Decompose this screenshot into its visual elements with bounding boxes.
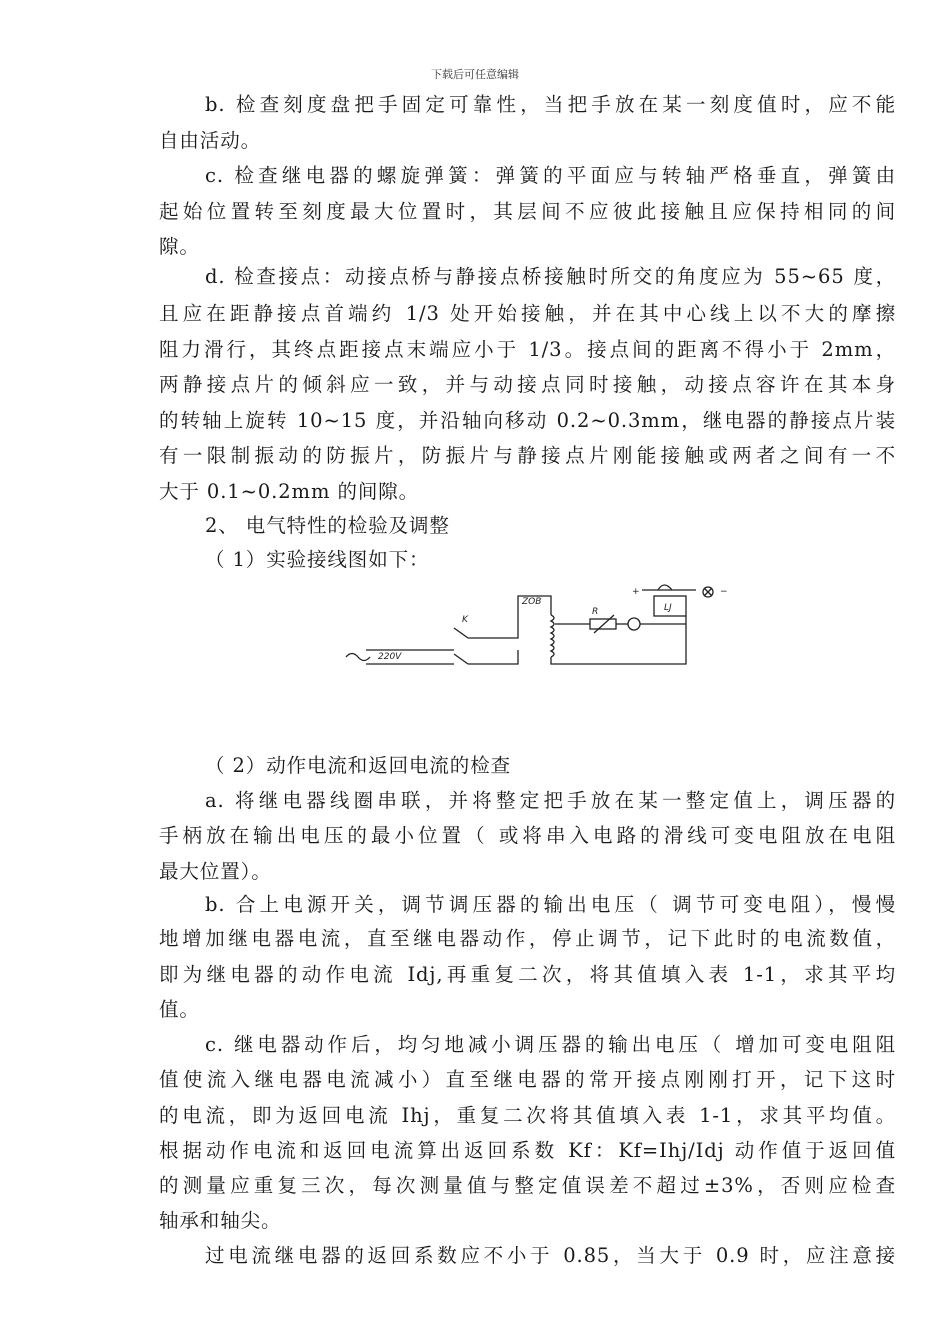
text-line: 有一限制振动的防振片，防振片与静接点片刚能接触或两者之间有一不 — [159, 444, 896, 467]
switch-blade-bottom — [454, 654, 468, 664]
text-line: 轴承和轴尖。 — [159, 1209, 282, 1232]
text-line: d. 检查接点：动接点桥与静接点桥接触时所交的角度应为 55~65 度， — [205, 265, 896, 288]
text-line: 阻力滑行，其终点距接点末端应小于 1/3。接点间的距离不得小于 2mm， — [159, 338, 896, 361]
text-line: 过电流继电器的返回系数应不小于 0.85，当大于 0.9 时，应注意接 — [205, 1244, 896, 1267]
wire-k-to-transformer-bottom — [468, 650, 518, 664]
text-line: 值使流入继电器电流减小）直至继电器的常开接点刚刚打开，记下这时 — [159, 1068, 896, 1091]
text-line: 值。 — [159, 998, 200, 1021]
text-line: 且应在距静接点首端约 1/3 处开始接触，并在其中心线上以不大的摩擦 — [159, 302, 896, 325]
text-line: 手柄放在输出电压的最小位置（ 或将串入电路的滑线可变电阻放在电阻 — [159, 824, 896, 847]
ammeter — [628, 618, 640, 630]
resistor — [590, 619, 616, 629]
plus-label: + — [632, 587, 640, 597]
text-line: 的测量应重复三次，每次测量值与整定值误差不超过±3%，否则应检查 — [159, 1174, 896, 1197]
relay-contact-arc — [658, 585, 672, 590]
page-header: 下载后可任意编辑 — [431, 68, 519, 81]
relay-label: LJ — [664, 603, 672, 613]
transformer-output-bottom — [551, 624, 686, 664]
resistor-label: R — [592, 607, 599, 617]
minus-label: − — [720, 587, 728, 597]
text-line: b. 合上电源开关，调节调压器的输出电压（ 调节可变电阻），慢慢 — [205, 893, 896, 916]
text-line: a. 将继电器线圈串联，并将整定把手放在某一整定值上，调压器的 — [205, 789, 896, 812]
subsection-heading: （ 2）动作电流和返回电流的检查 — [205, 754, 512, 777]
text-line: c. 继电器动作后，均匀地减小调压器的输出电压（ 增加可变电阻阻 — [205, 1033, 896, 1056]
text-line: 的电流，即为返回电流 Ihj，重复二次将其值填入表 1-1，求其平均值。 — [159, 1104, 896, 1127]
text-line: 大于 0.1~0.2mm 的间隙。 — [159, 480, 420, 503]
text-line: 起始位置转至刻度最大位置时，其层间不应彼此接触且应保持相同的间 — [159, 200, 896, 223]
ac-source-symbol — [346, 654, 370, 661]
transformer-coil — [551, 615, 554, 657]
resistor-slider — [594, 615, 614, 633]
text-line: b. 检查刻度盘把手固定可靠性，当把手放在某一刻度值时，应不能 — [205, 93, 896, 116]
switch-blade-top — [454, 628, 468, 638]
text-line: c. 检查继电器的螺旋弹簧：弹簧的平面应与转轴严格垂直，弹簧由 — [205, 164, 896, 187]
text-line: 即为继电器的动作电流 Idj,再重复二次，将其值填入表 1-1，求其平均 — [159, 963, 896, 986]
text-line: 自由活动。 — [159, 129, 262, 152]
switch-label: K — [462, 615, 468, 625]
wiring-diagram — [336, 580, 736, 670]
section-heading: 2、 电气特性的检验及调整 — [205, 514, 450, 537]
source-label: 220V — [378, 652, 402, 662]
text-line: 最大位置）。 — [159, 860, 272, 883]
transformer-label: ZOB — [522, 597, 542, 607]
text-line: 地增加继电器电流，直至继电器动作，停止调节，记下此时的电流数值， — [159, 927, 896, 950]
text-line: 根据动作电流和返回电流算出返回系数 Kf：Kf=Ihj/Idj 动作值于返回值 — [159, 1139, 896, 1162]
text-line: 的转轴上旋转 10~15 度，并沿轴向移动 0.2~0.3mm，继电器的静接点片装 — [159, 409, 896, 432]
text-line: 隙。 — [159, 235, 200, 258]
subsection-heading: （ 1）实验接线图如下： — [205, 548, 430, 571]
text-line: 两静接点片的倾斜应一致，并与动接点同时接触，动接点容许在其本身 — [159, 373, 896, 396]
